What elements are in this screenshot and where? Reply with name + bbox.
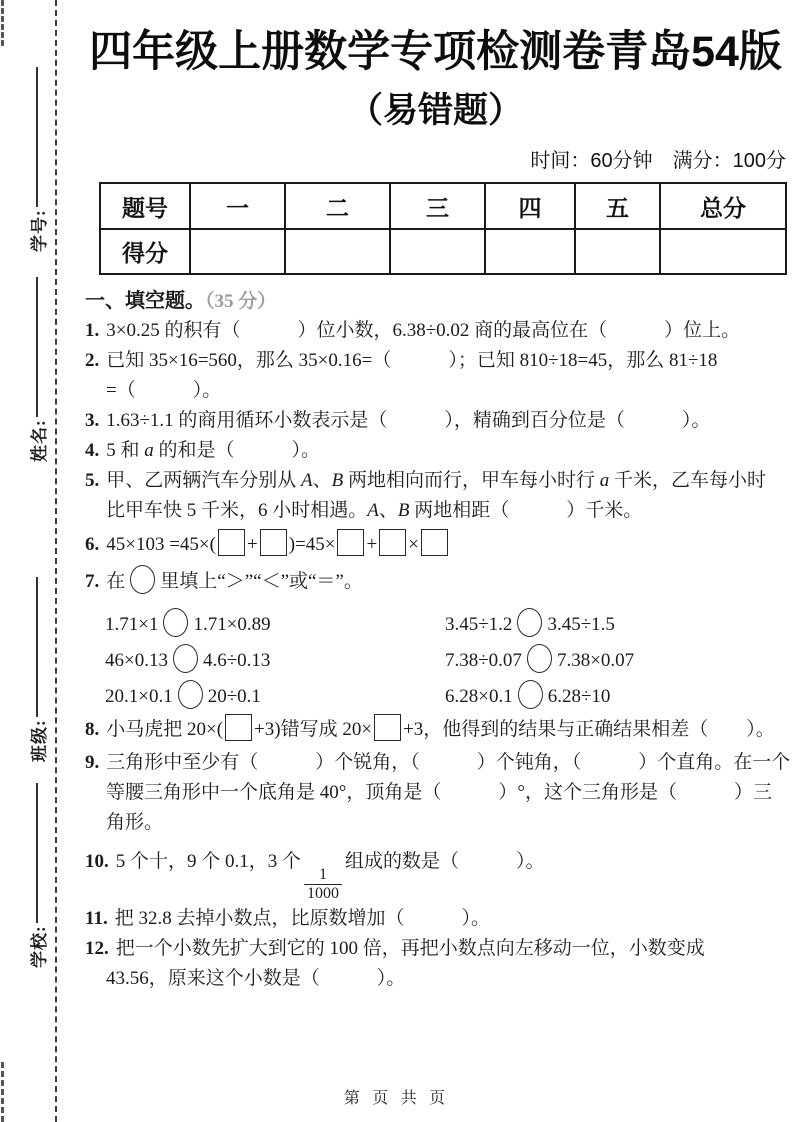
page-edge-mark-top xyxy=(1,0,4,46)
question-10 xyxy=(85,838,786,904)
comparison-grid xyxy=(85,604,786,712)
question-number: 9. xyxy=(85,752,100,773)
question-number: 7. xyxy=(85,571,100,592)
student-class-blank-line xyxy=(36,577,38,717)
compare-left-expression: 7.38÷0.07 xyxy=(445,649,522,671)
compare-right-expression: 4.6÷0.13 xyxy=(202,649,271,671)
question-3 xyxy=(85,406,786,436)
compare-circle xyxy=(163,608,188,637)
student-school-label: 学校: xyxy=(29,925,49,968)
question-text: 等腰三角形中一个底角是 40°，顶角是（ ）°，这个三角形是（ ）三 xyxy=(106,782,772,803)
question-text: 小马虎把 20×( +3)错写成 20× +3，他得到的结果与正确结果相差（ ）。 xyxy=(106,719,775,740)
compare-left-expression: 20.1×0.1 xyxy=(105,685,173,707)
student-class-label: 班级: xyxy=(29,719,49,762)
score-table-header-cell: 题号 xyxy=(100,183,190,229)
binding-dashed-line xyxy=(55,0,57,1122)
comparison-item xyxy=(445,608,785,637)
blank-box xyxy=(421,529,448,556)
compare-circle xyxy=(527,644,552,673)
comparison-item xyxy=(445,644,785,673)
compare-left-expression: 6.28×0.1 xyxy=(445,685,513,707)
score-cell xyxy=(285,229,390,274)
blank-box xyxy=(337,529,364,556)
fraction xyxy=(304,866,342,904)
question-number: 5. xyxy=(85,470,100,491)
math-variable: A xyxy=(367,500,379,521)
student-id-blank-line xyxy=(36,67,38,207)
math-variable: B xyxy=(331,470,344,491)
compare-right-expression: 1.71×0.89 xyxy=(193,613,271,635)
score-table xyxy=(99,182,787,275)
question-7 xyxy=(85,564,786,712)
question-text: 已知 35×16=560，那么 35×0.16=（ ）；已知 810÷18=45，那么 81÷18 xyxy=(106,350,718,371)
fraction-numerator: 1 xyxy=(319,866,328,883)
student-school-field xyxy=(22,783,52,968)
compare-circle xyxy=(130,565,155,594)
question-4 xyxy=(85,436,786,466)
question-number: 12. xyxy=(85,937,109,959)
fraction-denominator: 1000 xyxy=(304,884,342,903)
question-8 xyxy=(85,712,786,748)
math-variable: a xyxy=(599,470,610,491)
question-number: 3. xyxy=(85,410,100,431)
question-number: 1. xyxy=(85,320,100,341)
score-cell xyxy=(575,229,660,274)
score-cell xyxy=(660,229,786,274)
score-table-header-cell: 四 xyxy=(485,183,575,229)
question-text: 比甲车快 5 千米，6 小时相遇。A、B 两地相距（ ）千米。 xyxy=(106,500,643,521)
math-variable: a xyxy=(144,440,154,461)
score-table-score-row xyxy=(100,229,786,274)
section-heading-text: 一、填空题。 xyxy=(85,290,205,312)
blank-box xyxy=(379,529,406,556)
score-table-header-cell: 五 xyxy=(575,183,660,229)
question-text: 把一个小数先扩大到它的 100 倍，再把小数点向左移动一位，小数变成 xyxy=(115,937,705,959)
score-row-label: 得分 xyxy=(100,229,190,274)
question-6 xyxy=(85,526,786,564)
comparison-row xyxy=(105,676,786,712)
question-text: 1.63÷1.1 的商用循环小数表示是（ ），精确到百分位是（ ）。 xyxy=(106,410,711,431)
math-variable: A xyxy=(301,470,313,491)
compare-left-expression: 46×0.13 xyxy=(105,649,168,671)
score-cell xyxy=(485,229,575,274)
student-name-blank-line xyxy=(36,277,38,417)
question-2 xyxy=(85,346,786,406)
student-class-field xyxy=(22,577,52,762)
compare-left-expression: 3.45÷1.2 xyxy=(445,613,513,635)
compare-circle xyxy=(178,680,203,709)
section-heading xyxy=(85,287,786,316)
question-text: 角形。 xyxy=(106,812,164,833)
score-table-header-cell: 二 xyxy=(285,183,390,229)
exam-subtitle: （易错题） xyxy=(347,91,523,130)
exam-time-score-info: 时间：60分钟 满分：100分 xyxy=(530,150,786,172)
question-text: 把 32.8 去掉小数点，比原数增加（ ）。 xyxy=(114,907,490,929)
question-number: 6. xyxy=(85,534,100,555)
question-text: 三角形中至少有（ ）个锐角，（ ）个钝角，（ ）个直角。在一个 xyxy=(106,752,791,773)
compare-left-expression: 1.71×1 xyxy=(105,613,159,635)
student-id-label: 学号: xyxy=(29,209,49,252)
student-school-blank-line xyxy=(36,783,38,923)
math-variable: B xyxy=(397,500,410,521)
question-number: 11. xyxy=(85,907,108,929)
question-9 xyxy=(85,748,791,838)
question-text: 在 里填上“＞”“＜”或“＝”。 xyxy=(106,571,363,592)
question-12 xyxy=(85,934,786,994)
blank-box xyxy=(218,529,245,556)
question-text: 43.56，原来这个小数是（ ）。 xyxy=(106,967,406,989)
score-cell xyxy=(390,229,485,274)
question-number: 10. xyxy=(85,851,109,872)
compare-right-expression: 7.38×0.07 xyxy=(556,649,635,671)
comparison-item xyxy=(105,608,445,637)
question-text: 5 和 a 的和是（ ）。 xyxy=(106,440,321,461)
comparison-item xyxy=(105,680,445,709)
question-text: 5 个十，9 个 0.1，3 个 $\frac{1}{1000}$ 组成的数是（ ）。 xyxy=(115,851,545,903)
question-text: 45×103 =45×( + )=45× + × xyxy=(106,534,450,555)
blank-box xyxy=(225,714,252,741)
question-number: 4. xyxy=(85,440,100,461)
student-name-label: 姓名: xyxy=(29,419,49,462)
score-cell xyxy=(190,229,285,274)
exam-title: 四年级上册数学专项检测卷青岛54版 xyxy=(89,28,782,76)
question-number: 8. xyxy=(85,719,100,740)
compare-circle xyxy=(518,680,543,709)
comparison-row xyxy=(105,604,786,640)
question-5 xyxy=(85,466,786,526)
score-table-header-cell: 一 xyxy=(190,183,285,229)
compare-circle xyxy=(517,608,542,637)
student-id-field xyxy=(22,67,52,252)
exam-content xyxy=(85,0,791,994)
question-text: 甲、乙两辆汽车分别从 A、B 两地相向而行，甲车每小时行 a 千米，乙车每小时 xyxy=(106,470,767,491)
question-text: 3×0.25 的积有（ ）位小数，6.38÷0.02 商的最高位在（ ）位上。 xyxy=(106,320,741,341)
score-table-header-cell: 三 xyxy=(390,183,485,229)
question-number: 2. xyxy=(85,350,100,371)
score-table-header-cell: 总分 xyxy=(660,183,786,229)
blank-box xyxy=(374,714,401,741)
compare-circle xyxy=(173,644,198,673)
question-11 xyxy=(85,904,786,934)
question-1 xyxy=(85,316,786,346)
compare-right-expression: 20÷0.1 xyxy=(207,685,261,707)
section-points: （35 分） xyxy=(205,291,277,312)
question-text: =（ ）。 xyxy=(106,380,222,401)
score-table-header-row xyxy=(100,183,786,229)
comparison-item xyxy=(445,680,785,709)
blank-box xyxy=(260,529,287,556)
compare-right-expression: 6.28÷10 xyxy=(547,685,611,707)
comparison-row xyxy=(105,640,786,676)
comparison-item xyxy=(105,644,445,673)
student-name-field xyxy=(22,277,52,462)
compare-right-expression: 3.45÷1.5 xyxy=(547,613,615,635)
page-footer: 第 页 共 页 xyxy=(343,1090,450,1107)
